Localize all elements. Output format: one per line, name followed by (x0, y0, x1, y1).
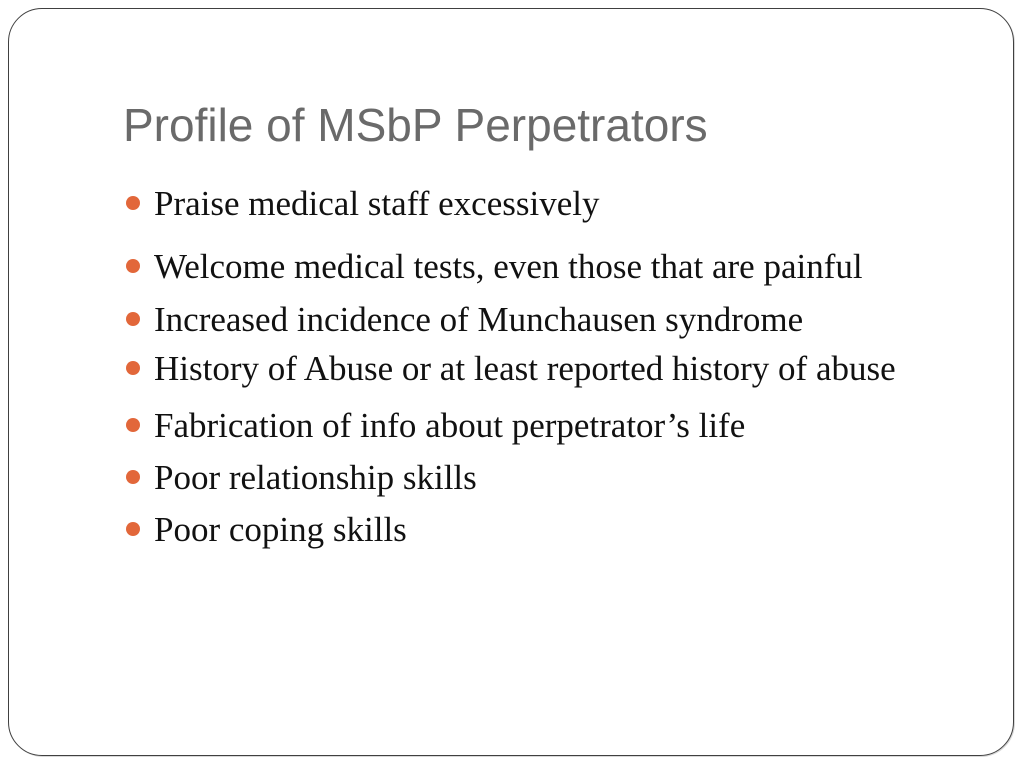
bullet-dot-icon (126, 259, 140, 273)
bullet-text: Welcome medical tests, even those that are painful (154, 247, 863, 286)
bullet-dot-icon (126, 470, 140, 484)
bullet-text: Poor coping skills (154, 510, 407, 549)
bullet-dot-icon (126, 361, 140, 375)
list-item (123, 239, 943, 295)
bullet-text: History of Abuse or at least reported history of abuse (154, 349, 896, 388)
list-item (123, 295, 943, 345)
bullet-text: Praise medical staff excessively (154, 184, 600, 223)
bullet-text: Increased incidence of Munchausen syndrome (154, 300, 804, 339)
bullet-list (123, 179, 943, 555)
slide-frame (8, 8, 1014, 756)
bullet-dot-icon (126, 312, 140, 326)
list-item (123, 453, 943, 503)
list-item (123, 505, 943, 555)
list-item (123, 401, 943, 451)
list-item (123, 179, 943, 229)
bullet-dot-icon (126, 196, 140, 210)
bullet-dot-icon (126, 418, 140, 432)
slide-title: Profile of MSbP Perpetrators (123, 99, 708, 151)
bullet-dot-icon (126, 522, 140, 536)
bullet-text: Fabrication of info about perpetrator’s life (154, 406, 746, 445)
list-item (123, 347, 943, 391)
bullet-text: Poor relationship skills (154, 458, 477, 497)
